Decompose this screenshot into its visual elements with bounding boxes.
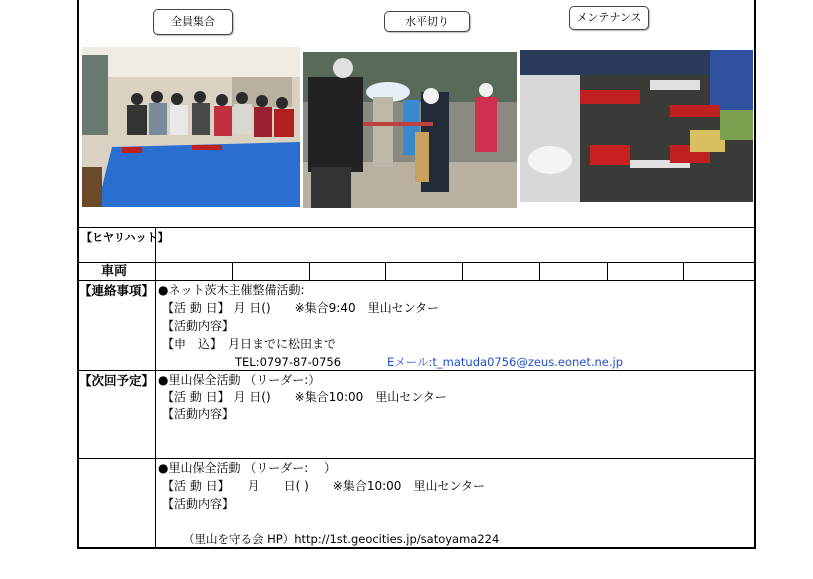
contact-label: 【連絡事項】 xyxy=(79,283,155,298)
next-a-content: 【活動内容】 xyxy=(162,407,235,421)
next-a-title: ●里山保全活動 （リーダー:） xyxy=(158,373,321,387)
contact-email[interactable]: Eメール:t_matuda0756@zeus.eonet.ne.jp xyxy=(387,355,624,369)
next-label: 【次回予定】 xyxy=(79,373,155,388)
contact-apply: 【申 込】 月日までに松田まで xyxy=(162,337,337,351)
report-page xyxy=(77,0,756,549)
contact-tel: TEL:0797-87-0756 xyxy=(235,355,342,369)
caption-maintenance: メンテナンス xyxy=(569,6,649,30)
contact-content-label: 【活動内容】 xyxy=(162,319,235,333)
chainsaw-maintenance-photo xyxy=(520,50,753,202)
hiyari-label: 【ヒヤリハット】 xyxy=(81,231,169,244)
next-b-content: 【活動内容】 xyxy=(162,497,235,511)
next-a-date: 【活 動 日】 月 日() ※集合10:00 里山センター xyxy=(162,390,447,404)
contact-date: 【活 動 日】 月 日() ※集合9:40 里山センター xyxy=(162,301,440,315)
log-cutting-photo xyxy=(303,52,517,208)
homepage-link[interactable]: （里山を守る会 HP）http://1st.geocities.jp/satoyama224 xyxy=(183,532,500,546)
vehicle-label: 車両 xyxy=(101,264,128,279)
caption-all-members: 全員集合 xyxy=(153,9,233,35)
caption-horizontal-cut: 水平切り xyxy=(384,11,470,32)
contact-title: ●ネット茨木主催整備活動: xyxy=(158,283,305,297)
next-b-title: ●里山保全活動 （リーダー: ） xyxy=(158,461,337,475)
group-photo xyxy=(82,47,300,207)
next-b-date: 【活 動 日】 月 日( ) ※集合10:00 里山センター xyxy=(162,479,485,493)
